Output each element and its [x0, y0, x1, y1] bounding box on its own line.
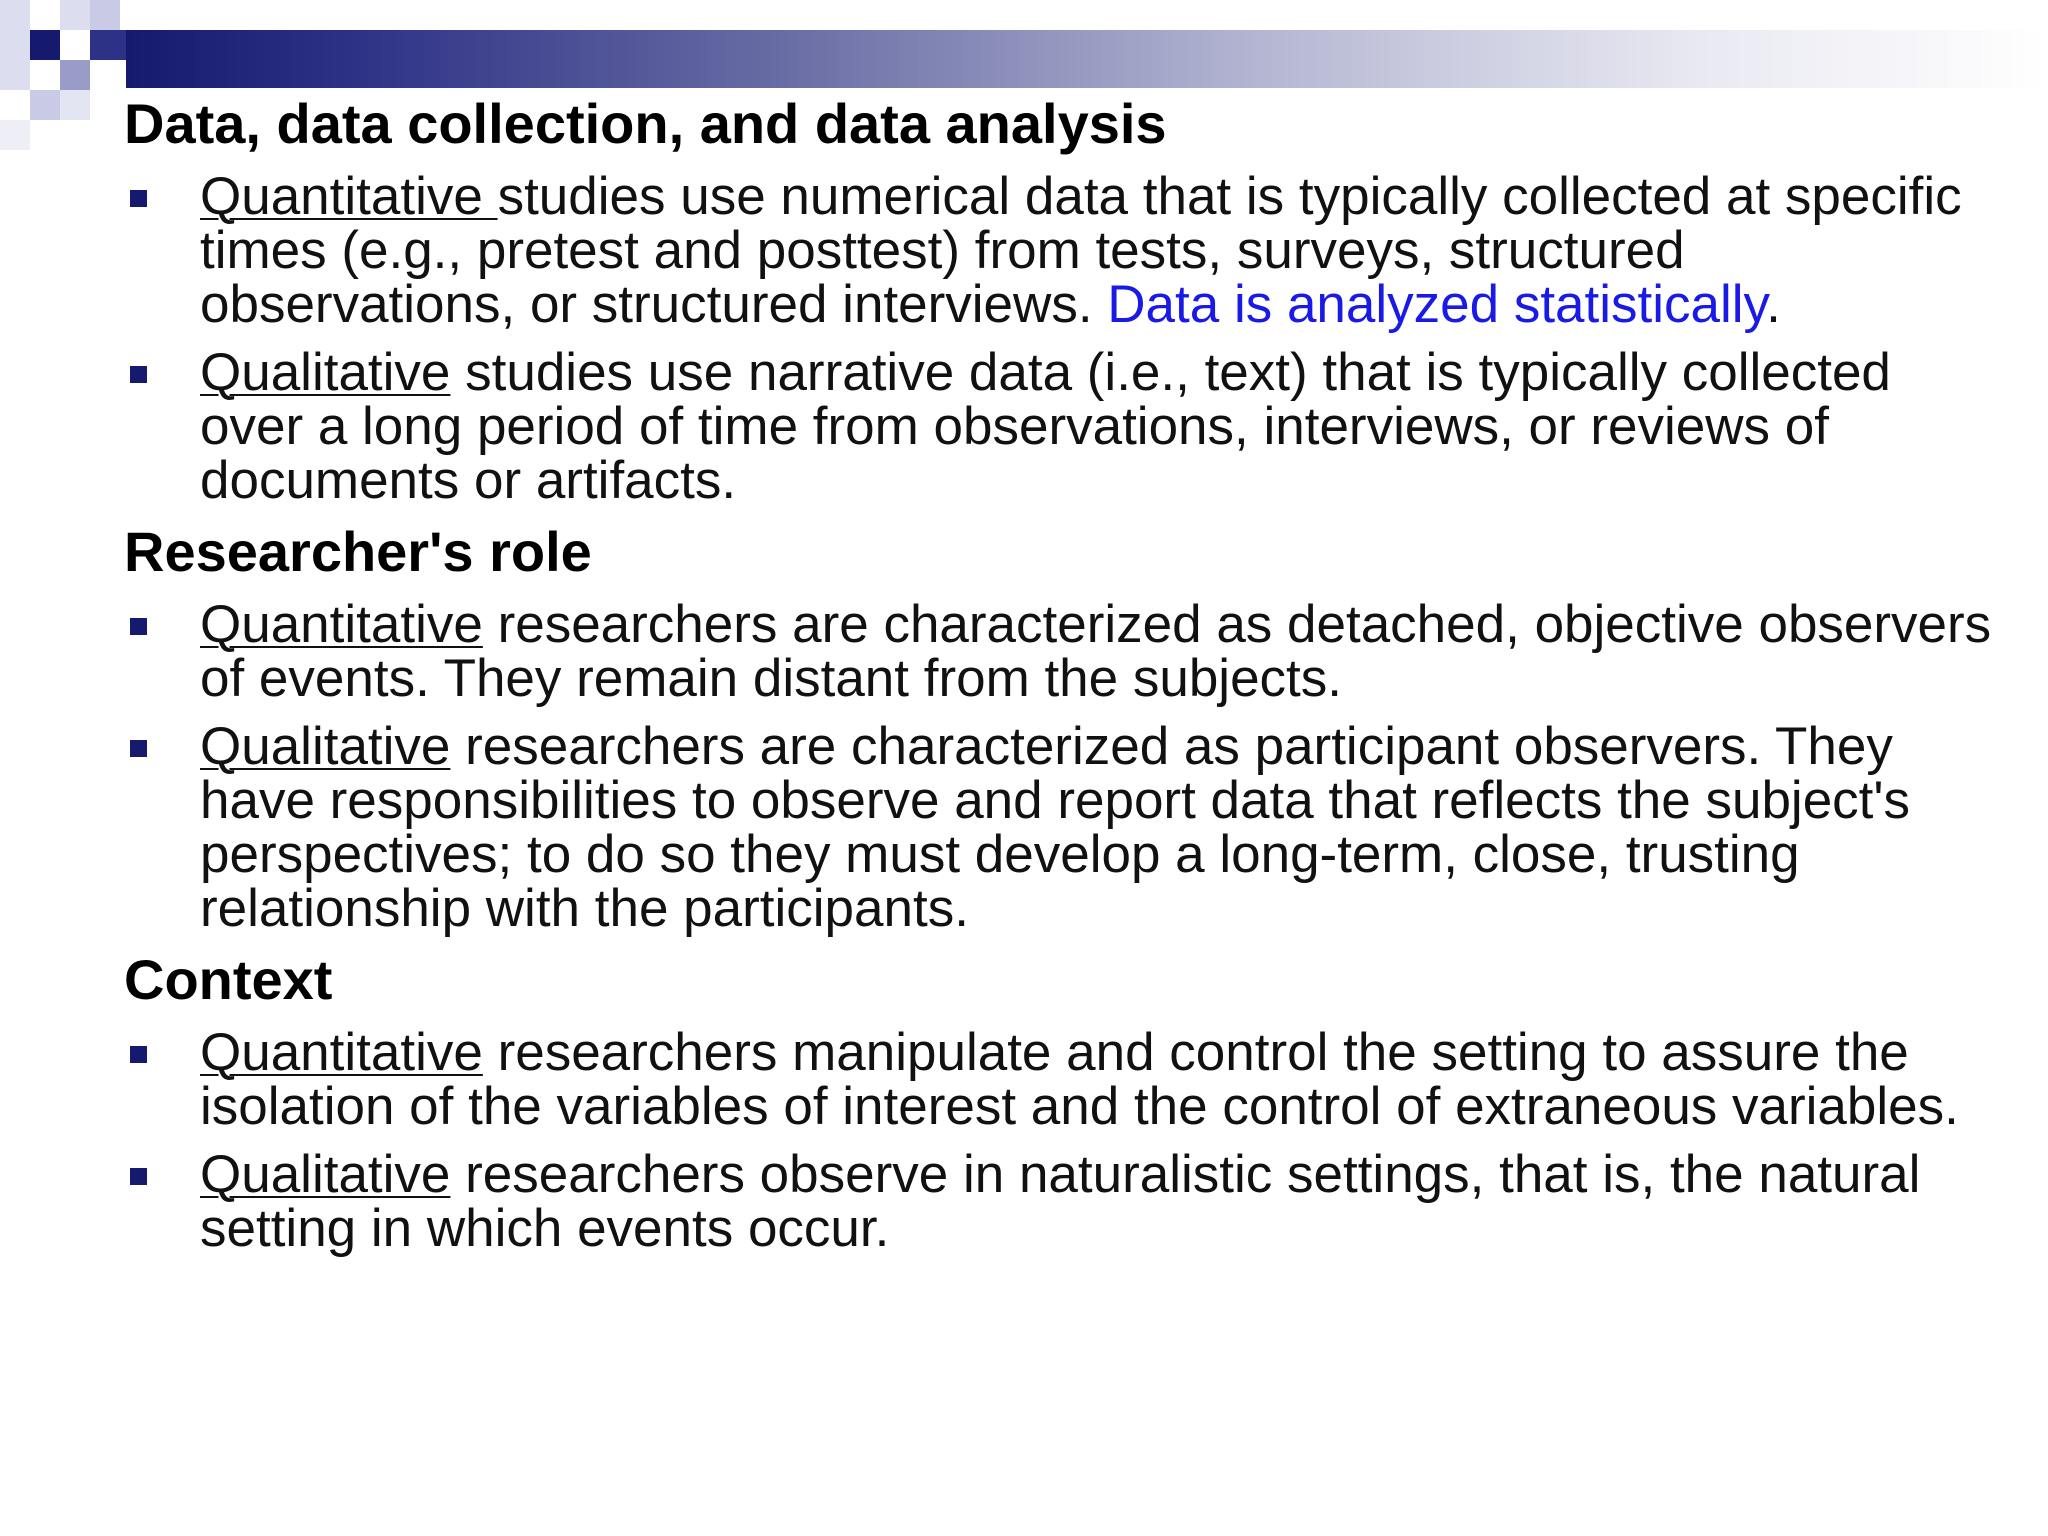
list-item [124, 1145, 2004, 1258]
highlight-text: Data is analyzed statistically [1107, 275, 1767, 334]
item-text: researchers manipulate and control the setting to assure the isolation of the variables of interest and the control of extraneous variables. [200, 1023, 1959, 1136]
bullet-list [124, 1023, 2004, 1258]
item-text: studies use narrative data (i.e., text) that is typically collected over a long period of time from observations, interviews, or reviews of documents or artifacts. [200, 343, 1891, 510]
list-item [124, 717, 2004, 938]
bullet-list [124, 595, 2004, 938]
term-label: Qualitative [200, 717, 451, 776]
decor-square [60, 90, 90, 120]
square-bullet-icon [130, 740, 147, 757]
term-label: Quantitative [200, 1023, 483, 1082]
square-bullet-icon [130, 190, 147, 207]
decor-square [0, 120, 30, 150]
decor-square [0, 0, 30, 90]
square-bullet-icon [130, 366, 147, 383]
list-item [124, 167, 2004, 334]
item-text: researchers are characterized as detached, objective observers of events. They remain distant from the subjects. [200, 595, 1992, 708]
decor-square [60, 0, 90, 30]
gradient-banner [126, 30, 2048, 88]
section-heading: Context [124, 948, 333, 1011]
slide-content [124, 92, 2004, 1268]
decor-square [60, 60, 90, 90]
list-item [124, 343, 2004, 510]
decor-square [30, 30, 60, 60]
section-data-collection [124, 92, 2004, 508]
item-text: researchers observe in naturalistic settings, that is, the natural setting in which events occur. [200, 1145, 1921, 1258]
term-label: Quantitative [200, 595, 483, 654]
term-label: Quantitative [200, 167, 498, 226]
term-label: Qualitative [200, 343, 451, 402]
decor-square [30, 90, 60, 120]
section-context [124, 948, 2004, 1256]
square-bullet-icon [130, 1046, 147, 1063]
square-bullet-icon [130, 1168, 147, 1185]
item-text: researchers are characterized as participant observers. They have responsibilities to observe and report data that reflects the subject's perspectives; to do so they must develop a long-term, close, trusting relationship with the participants. [200, 717, 1911, 938]
section-heading: Data, data collection, and data analysis [124, 92, 1167, 155]
list-item [124, 595, 2004, 708]
decor-square [90, 30, 126, 60]
item-text: studies use numerical data that is typically collected at specific times (e.g., pretest and posttest) from tests, surveys, structured observations, or structured interviews. [200, 167, 1962, 334]
section-researcher-role [124, 520, 2004, 936]
item-tail: . [1766, 275, 1781, 334]
bullet-list [124, 167, 2004, 510]
term-label: Qualitative [200, 1145, 451, 1204]
section-heading: Researcher's role [124, 520, 592, 583]
list-item [124, 1023, 2004, 1136]
square-bullet-icon [130, 618, 147, 635]
